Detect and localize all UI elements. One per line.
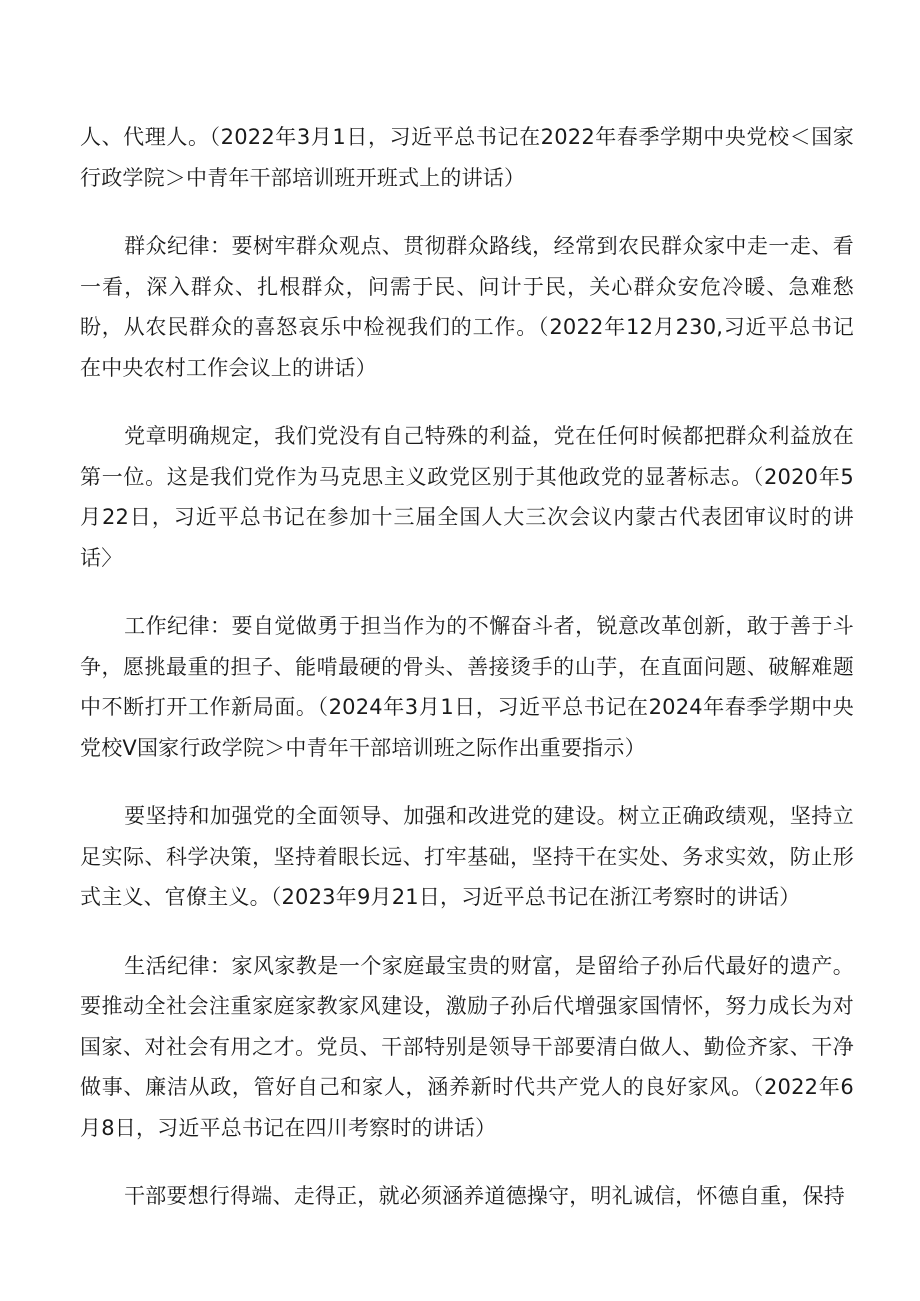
paragraph-continued: 人、代理人。（2022年3月1日，习近平总书记在2022年春季学期中央党校＜国家行政学院＞中青年干部培训班开班式上的讲话） (80, 125, 854, 190)
paragraph-cadre-ethics: 干部要想行得端、走得正，就必须涵养道德操守，明礼诚信，怀德自重，保持 (124, 1184, 845, 1208)
paragraph-mass-discipline: 群众纪律：要树牢群众观点、贯彻群众路线，经常到农民群众家中走一走、看一看，深入群众、扎根群众，问需于民、问计于民，关心群众安危冷暖、急难愁盼，从农民群众的喜怒哀乐中检视我们的工作。（2022年12月230,习近平总书记在中央农村工作会议上的讲话） (80, 234, 854, 380)
paragraph-life-discipline: 生活纪律：家风家教是一个家庭最宝贵的财富，是留给子孙后代最好的遗产。要推动全社会注重家庭家教家风建设，激励子孙后代增强家国情怀，努力成长为对国家、对社会有用之才。党员、干部特别是领导干部要清白做人、勤俭齐家、干净做事、廉洁从政，管好自己和家人，涵养新时代共产党人的良好家风。（2022年6月8日，习近平总书记在四川考察时的讲话） (80, 953, 854, 1140)
paragraph-party-charter: 党章明确规定，我们党没有自己特殊的利益，党在任何时候都把群众利益放在第一位。这是我们党作为马克思主义政党区别于其他政党的显著标志。（2020年5月22日，习近平总书记在参加十三届全国人大三次会议内蒙古代表团审议时的讲话〉 (80, 424, 854, 570)
paragraph-party-leadership: 要坚持和加强党的全面领导、加强和改进党的建设。树立正确政绩观，坚持立足实际、科学决策，坚持着眼长远、打牢基础，坚持干在实处、务求实效，防止形式主义、官僚主义。（2023年9月21日，习近平总书记在浙江考察时的讲话） (80, 804, 854, 909)
document-body (80, 117, 854, 1245)
paragraph-work-discipline: 工作纪律：要自觉做勇于担当作为的不懈奋斗者，锐意改革创新，敢于善于斗争，愿挑最重的担子、能啃最硬的骨头、善接烫手的山芋，在直面问题、破解难题中不断打开工作新局面。（2024年3月1日，习近平总书记在2024年春季学期中央党校V国家行政学院＞中青年干部培训班之际作出重要指示） (80, 614, 854, 760)
